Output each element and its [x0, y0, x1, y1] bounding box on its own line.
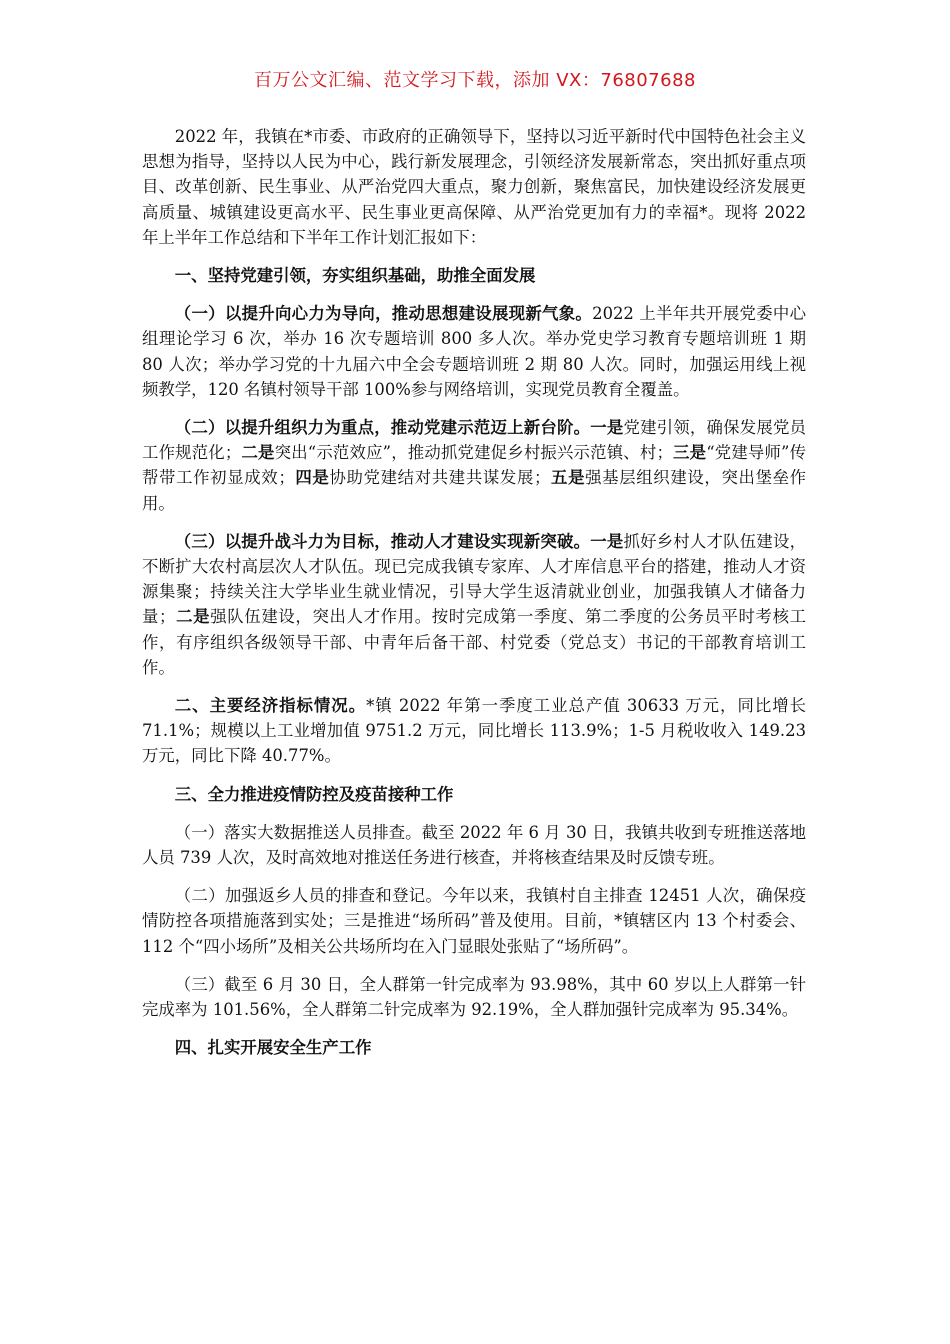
p3-text-1: 抓好乡村人才队伍建设，不断扩大农村高层次人才队伍。现已完成我镇专家库、人才库信息平台的搭建，推动人才资源集聚；持续关注大学毕业生就业情况，引导大学生返清就业创业，加强我镇人才储备力量；	[142, 531, 807, 627]
document-body	[142, 124, 806, 1074]
section-1-paragraph-2	[142, 415, 806, 516]
section-2-paragraph	[142, 693, 806, 769]
p2-keyword-3: 三是	[672, 443, 707, 463]
section-3-paragraph-3: （三）截至 6 月 30 日，全人群第一针完成率为 93.98%，其中 60 岁以上人群第一针完成率为 101.56%，全人群第二针完成率为 92.19%，全人群加强针完成率为 95.34%。	[142, 974, 806, 1020]
p3-text-2: 强队伍建设，突出人才作用。按时完成第一季度、第二季度的公务员平时考核工作，有序组织各级领导干部、中青年后备干部、村党委（党总支）书记的干部教育培训工作。	[142, 607, 807, 677]
intro-paragraph: 2022 年，我镇在*市委、市政府的正确领导下，坚持以习近平新时代中国特色社会主义思想为指导，坚持以人民为中心，践行新发展理念，引领经济发展新常态，突出抓好重点项目、改革创新、民生事业、从严治党四大重点，聚力创新，聚焦富民，加快建设经济发展更高质量、城镇建设更高水平、民生事业更高保障、从严治党更加有力的幸福*。现将 2022 年上半年工作总结和下半年工作计划汇报如下：	[142, 127, 806, 247]
p2-keyword-2: 二是	[241, 443, 275, 463]
p3-keyword-1: 一是	[590, 531, 624, 551]
p2-keyword-1: 一是	[590, 418, 624, 438]
section-3-paragraph-1: （一）落实大数据推送人员排查。截至 2022 年 6 月 30 日，我镇共收到专班推送落地人员 739 人次，及时高效地对推送任务进行核查，并将核查结果及时反馈专班。	[142, 822, 806, 868]
section-2-text: *镇 2022 年第一季度工业总产值 30633 万元，同比增长 71.1%；规模以上工业增加值 9751.2 万元，同比增长 113.9%；1-5 月税收收入 149.23 万元，同比下降 40.77%。	[142, 696, 807, 766]
section-3-heading: 三、全力推进疫情防控及疫苗接种工作	[174, 784, 454, 804]
p2-text-3: “党建导师”传帮带工作初显成效；	[142, 443, 807, 488]
p2-text-4: 协助党建结对共建共谋发展；	[329, 468, 551, 488]
section-2-heading: 二、主要经济指标情况。	[174, 696, 367, 716]
section-1-paragraph-1	[142, 301, 806, 402]
section-3-paragraph-2: （二）加强返乡人员的排查和登记。今年以来，我镇村自主排查 12451 人次，确保疫情防控各项措施落到实处；三是推进“场所码”普及使用。目前，*镇辖区内 13 个村委会、112 个“四小场所”及相关公共场所均在入门显眼处张贴了“场所码”。	[142, 886, 806, 956]
p2-text-1: 党建引领，确保发展党员工作规范化；	[142, 418, 807, 463]
watermark-text: 百万公文汇编、范文学习下载，添加 VX：76807688	[254, 70, 696, 91]
p3-keyword-2: 二是	[175, 607, 211, 627]
section-1-p3-lead: （三）以提升战斗力为目标，推动人才建设实现新突破。	[174, 531, 591, 551]
section-1-p2-lead: （二）以提升组织力为重点，推动党建示范迈上新台阶。	[174, 418, 591, 438]
p2-keyword-4: 四是	[294, 468, 330, 488]
p2-keyword-5: 五是	[550, 468, 586, 488]
p2-text-2: 突出“示范效应”，推动抓党建促乡村振兴示范镇、村；	[274, 443, 673, 463]
section-1-p1-text: 2022 上半年共开展党委中心组理论学习 6 次，举办 16 次专题培训 800 多人次。举办党史学习教育专题培训班 1 期 80 人次；举办学习党的十九届六中全会专题培训班 2 期 80 人次。同时，加强运用线上视频教学，120 名镇村领导干部 100%参与网络培训，实现党员教育全覆盖。	[142, 304, 806, 399]
p2-text-5: 强基层组织建设，突出堡垒作用。	[142, 468, 807, 513]
section-1-heading: 一、坚持党建引领，夯实组织基础，助推全面发展	[174, 266, 536, 286]
section-1-p1-lead: （一）以提升向心力为导向，推动思想建设展现新气象。	[174, 304, 593, 324]
section-4-heading: 四、扎实开展安全生产工作	[174, 1038, 372, 1058]
section-1-paragraph-3	[142, 529, 806, 680]
